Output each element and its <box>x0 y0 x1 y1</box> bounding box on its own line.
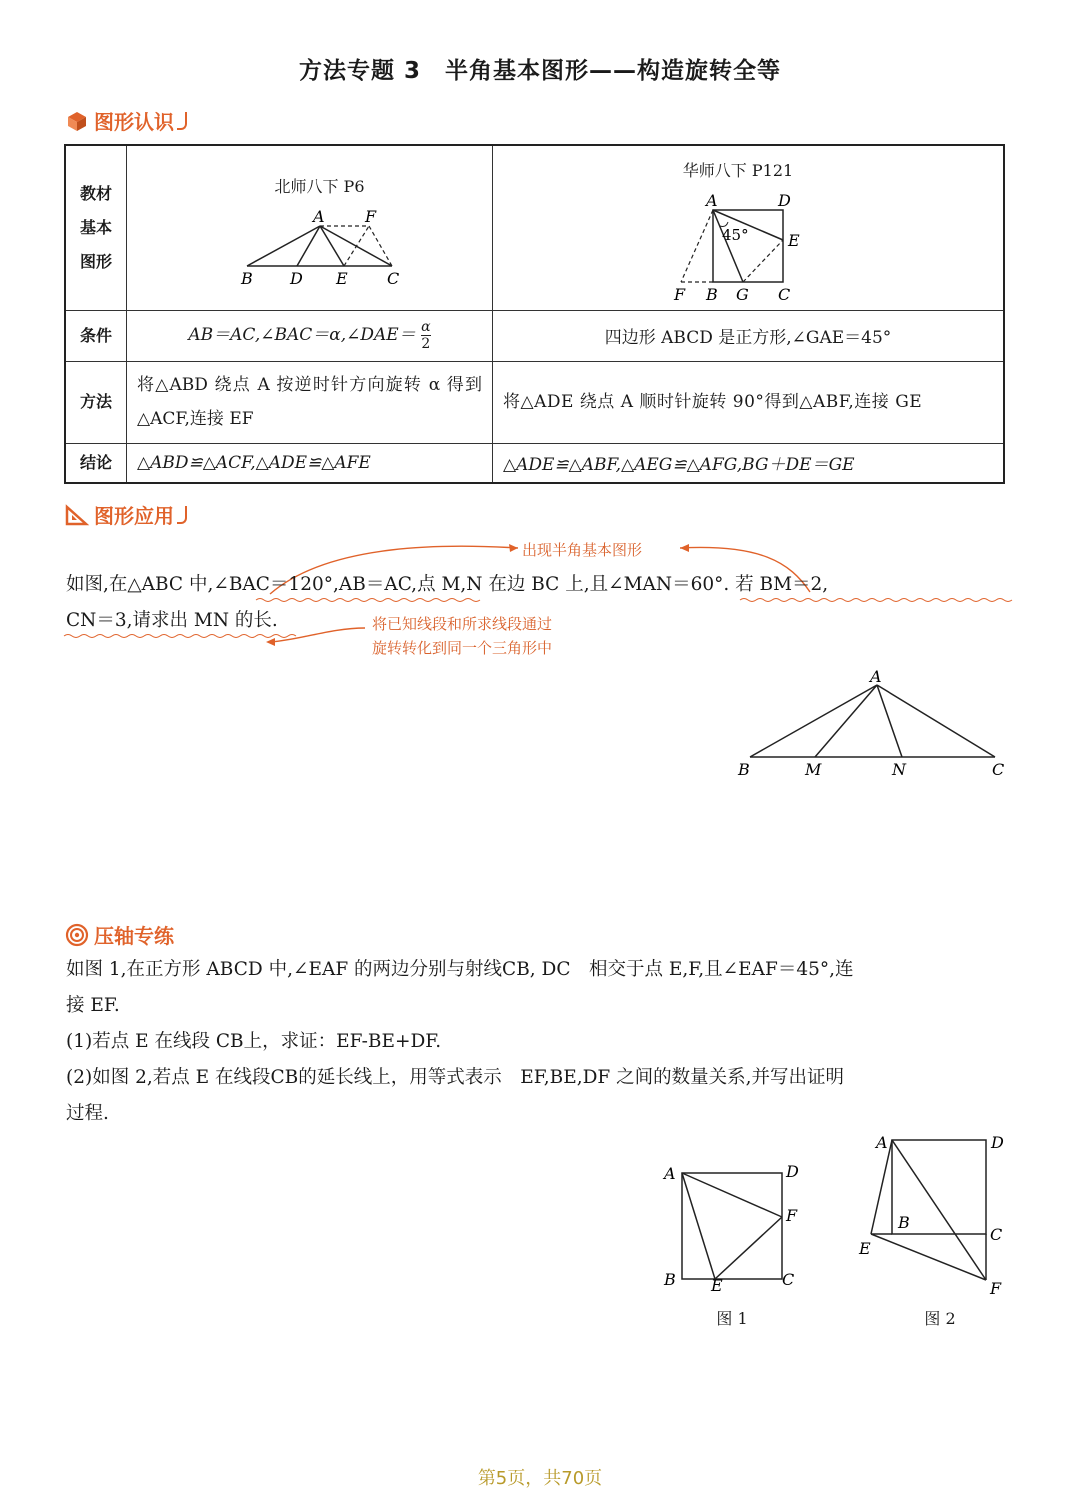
row-header-condition: 条件 <box>65 310 127 361</box>
label-M: M <box>805 760 822 779</box>
label-C: C <box>387 269 400 284</box>
row-header-method: 方法 <box>65 361 127 443</box>
section-title: 图形应用 <box>94 504 174 528</box>
method-cell-2: 将△ADE 绕点 A 顺时针旋转 90°得到△ABF,连接 GE <box>493 361 1005 443</box>
label-E: E <box>336 269 348 284</box>
note-line: 旋转转化到同一个三角形中 <box>372 639 553 657</box>
figure-1-caption: 图 1 <box>716 1309 748 1328</box>
set-square-icon <box>64 503 90 527</box>
conclusion-cell-1: △ABD≌△ACF,△ADE≌△AFE <box>127 443 493 483</box>
label-A: A <box>313 207 325 226</box>
fraction <box>421 319 430 352</box>
figure-caption-1: 北师八下 P6 <box>274 177 365 196</box>
figure-cell-2 <box>493 145 1005 310</box>
label-C: C <box>990 1225 1003 1244</box>
fraction-numerator: α <box>421 319 431 335</box>
label-G: G <box>736 285 749 303</box>
label-B: B <box>738 760 750 779</box>
section-header-practice <box>64 920 174 949</box>
section-title: 图形认识 <box>94 110 174 134</box>
label-C: C <box>782 1270 795 1289</box>
page-title: 方法专题 3 半角基本图形——构造旋转全等 <box>298 58 781 84</box>
note-line: 将已知线段和所求线段通过 <box>372 615 553 633</box>
fraction-denominator: 2 <box>421 336 431 352</box>
label-B: B <box>898 1213 910 1232</box>
row-header-conclusion: 结论 <box>65 443 127 483</box>
label-B: B <box>664 1270 676 1289</box>
problem-line-1: 如图,在△ABC 中,∠BAC＝120°,AB＝AC,点 M,N 在边 BC 上,且∠MAN＝60°. 若 BM＝2, <box>66 574 829 595</box>
label-E: E <box>859 1239 871 1258</box>
problem-line-2: CN＝3,请求出 MN 的长. <box>66 610 278 631</box>
label-F: F <box>674 285 686 303</box>
practice-problem <box>66 952 1016 1132</box>
label-E: E <box>711 1276 723 1295</box>
figure-caption-2: 华师八下 P121 <box>682 161 794 180</box>
basic-figure-table <box>64 144 1005 484</box>
condition-text-1: AB＝AC,∠BAC＝α,∠DAE＝ <box>188 325 416 345</box>
section-title: 压轴专练 <box>94 924 174 948</box>
target-icon <box>64 923 90 947</box>
label-B: B <box>706 285 718 303</box>
label-C: C <box>778 285 791 303</box>
row-header-text: 教材基本图形 <box>79 183 112 271</box>
label-A: A <box>870 667 882 686</box>
figure-2-square <box>855 1128 1015 1298</box>
cube-icon <box>64 109 90 133</box>
conclusion-cell-2: △ADE≌△ABF,△AEG≌△AFG,BG＋DE＝GE <box>493 443 1005 483</box>
practice-line-1: 如图 1,在正方形 ABCD 中,∠EAF 的两边分别与射线CB, DC 相交于点 E,F,且∠EAF＝45°,连 <box>66 959 854 980</box>
annotation-note-1: 出现半角基本图形 <box>522 541 643 559</box>
figure-isoceles-half-angle <box>227 204 427 284</box>
label-E: E <box>788 231 800 250</box>
figure-1-square <box>655 1155 815 1300</box>
label-C: C <box>992 760 1005 779</box>
label-N: N <box>892 760 906 779</box>
bracket-decoration <box>177 506 187 524</box>
figure-cell-1 <box>127 145 493 310</box>
condition-cell-2: 四边形 ABCD 是正方形,∠GAE＝45° <box>493 310 1005 361</box>
label-A: A <box>664 1164 676 1183</box>
question-2-line-1: (2)如图 2,若点 E 在线段CB的延长线上，用等式表示 EF,BE,DF 之间的数量关系,并写出证明 <box>66 1067 845 1088</box>
label-F: F <box>990 1279 1002 1298</box>
label-D: D <box>778 191 791 210</box>
condition-cell-1 <box>127 310 493 361</box>
annotation-note-2 <box>372 612 552 660</box>
question-2-line-2: 过程. <box>66 1103 109 1124</box>
label-F: F <box>786 1206 798 1225</box>
bracket-decoration <box>177 112 187 130</box>
label-D: D <box>786 1162 799 1181</box>
label-F: F <box>365 207 377 226</box>
page-number: 第5页，共70页 <box>477 1468 603 1489</box>
annotation-arrow-2 <box>250 620 380 660</box>
section-header-recognition <box>64 106 187 135</box>
figure-square-half-angle <box>668 188 818 303</box>
method-cell-1: 将△ABD 绕点 A 按逆时针方向旋转 α 得到△ACF,连接 EF <box>127 361 493 443</box>
label-A: A <box>876 1133 888 1152</box>
row-header-figure <box>65 145 127 310</box>
label-D: D <box>290 269 303 284</box>
label-D: D <box>991 1133 1004 1152</box>
figure-triangle-abc <box>730 665 1020 785</box>
label-B: B <box>241 269 253 284</box>
label-A: A <box>706 191 718 210</box>
question-1: (1)若点 E 在线段 CB上，求证：EF-BE+DF. <box>66 1031 442 1052</box>
angle-label: 45° <box>722 226 749 244</box>
section-header-application <box>64 500 187 529</box>
figure-2-caption: 图 2 <box>924 1309 956 1328</box>
practice-line-2: 接 EF. <box>66 995 120 1016</box>
